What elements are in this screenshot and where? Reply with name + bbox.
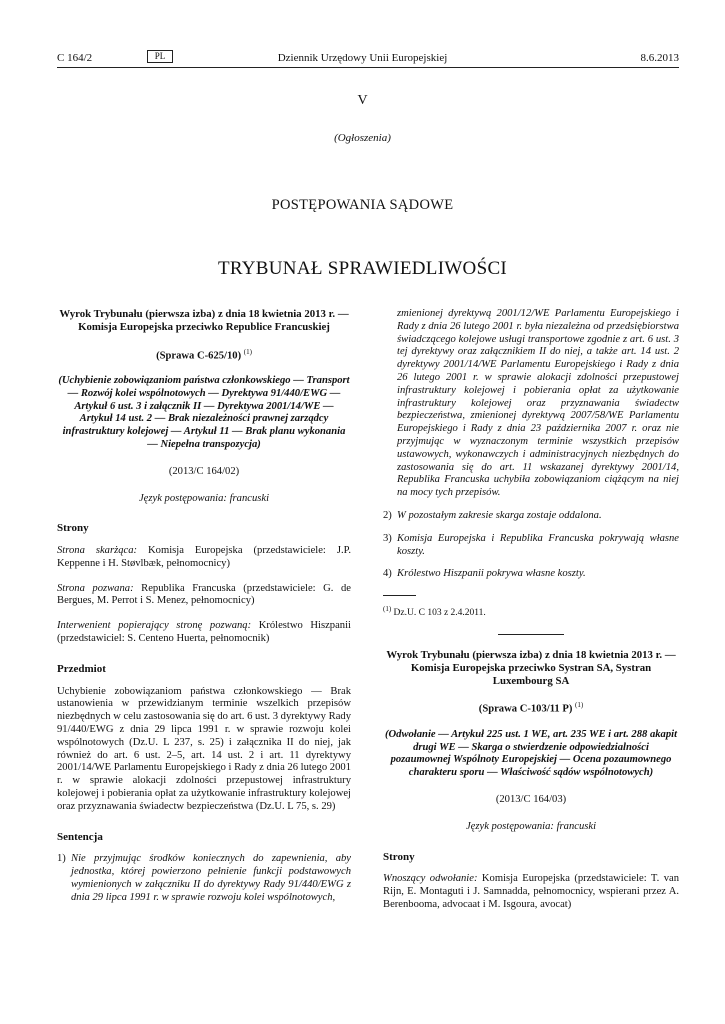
- case1-number-text: (Sprawa C-625/10): [156, 350, 242, 362]
- op1-text-part1: Nie przyjmując środków koniecznych do zapewnienia, aby jednostka, której powierzono pełnienie funkcji podstawowych wymienionych w załączniku II do dyrektywy Rady 91/440/EWG z dnia 29 lipca 1991 r. w sprawie rozwoju kolei wspólnotowych,: [71, 853, 351, 903]
- court-title: TRYBUNAŁ SPRAWIEDLIWOŚCI: [217, 258, 508, 279]
- journal-title: Dziennik Urzędowy Unii Europejskiej: [277, 52, 448, 64]
- case2-parties-heading: Strony: [383, 850, 415, 863]
- case2-title: Wyrok Trybunału (pierwsza izba) z dnia 18 kwietnia 2013 r. — Komisja Europejska przeciwko Systran SA, Systran Luxembourg SA: [386, 649, 676, 687]
- op4-text: Królestwo Hiszpanii pokrywa własne koszty.: [397, 568, 586, 580]
- header-rule: [57, 67, 679, 68]
- case1-footnote: [383, 603, 679, 620]
- op3-num: 3): [383, 532, 392, 544]
- op3-text: Komisja Europejska i Republika Francuska pokrywają własne koszty.: [397, 532, 679, 557]
- operative-item-4: [383, 568, 679, 581]
- op1-num: 1): [57, 853, 66, 865]
- case1-language: Język postępowania: francuski: [138, 492, 270, 504]
- journal-date: 8.6.2013: [640, 52, 679, 64]
- case1-footnote-ref[interactable]: (1): [243, 347, 252, 356]
- applicant-text: Komisja Europejska (przedstawiciele: J.P. Keppenne i H. Støvlbæk, pełnomocnicy): [57, 545, 351, 569]
- announcements-label: (Ogłoszenia): [334, 132, 391, 144]
- case1-subject: Uchybienie zobowiązaniom państwa członkowskiego — Brak ustanowienia w przewidzianym terminie wszelkich przepisów niezbędnych w celu zastosowania się do art. 6 ust. 3 dyrektywy Rady 91/440/EWG z dnia 29 lipca 1991 r. w sprawie rozwoju kolei wspólnotowych (Dz.U. L 237, s. 25) i załącznika II do niej, jak również do art. 6 ust. 2–5, art. 14 ust. 2 i art. 11 dyrektywy 2001/14/WE Parlamentu Europejskiego i Rady z dnia 26 lutego 2001 r. w sprawie alokacji zdolności przepustowej infrastruktury kolejowej i pobierania opłat za użytkowanie infrastruktury kolejowej oraz przyznawania świadectw bezpieczeństwa (Dz.U. L 75, s. 29): [57, 685, 351, 812]
- operative-item-3: [383, 533, 679, 559]
- footnote-text: Dz.U. C 103 z 2.4.2011.: [393, 608, 486, 619]
- intervener-text: Królestwo Hiszpanii (przedstawiciel: S. Centeno Huerta, pełnomocnik): [57, 620, 351, 645]
- intervener-label: Interwenient popierający stronę pozwaną:: [57, 620, 252, 632]
- operative-item-2: [383, 510, 679, 523]
- case1-title: Wyrok Trybunału (pierwsza izba) z dnia 18 kwietnia 2013 r. — Komisja Europejska przeciwko Republice Francuskiej: [59, 308, 349, 333]
- op2-num: 2): [383, 509, 392, 521]
- defendant-text: Republika Francuska (przedstawiciele: G. de Bergues, M. Perrot i S. Menez, pełnomocnicy): [57, 582, 351, 607]
- journal-ref: C 164/2: [57, 52, 93, 64]
- footnote-rule: [383, 595, 416, 596]
- appellant-text: Komisja Europejska (przedstawiciele: T. van Rijn, E. Montaguti i J. Samnadda, pełnomocnicy, wspierani przez A. Berenbooma, advocaat i M. Isgoura, avocat): [383, 873, 679, 910]
- case1-parties-heading: Strony: [57, 522, 89, 535]
- case1-oj-ref: (2013/C 164/02): [168, 465, 240, 477]
- case-separator: [498, 634, 564, 635]
- case1-defendant: [57, 583, 351, 609]
- case1-subject-line: (Uchybienie zobowiązaniom państwa członkowskiego — Transport — Rozwój kolei wspólnotowych — Dyrektywa 91/440/EWG — Artykuł 6 ust. 3 i załącznik II — Dyrektywa 2001/14/WE — Artykuł 14 ust. 2 — Brak niezależności prawnej zarządcy infrastruktury kolejowej — Artykuł 11 — Brak planu wykonania — Niepełna transpozycja): [58, 374, 350, 450]
- case2-number: [383, 699, 679, 716]
- case2-appellant: [383, 873, 679, 911]
- op1-text-part2: zmienionej dyrektywą 2001/12/WE Parlamentu Europejskiego i Rady z dnia 26 lutego 2001 r. była niezależna od przedsiębiorstwa świadczącego kolejowe usługi transportowe zgodnie z art. 6 ust. 3 tej dyrektywy oraz załącznikiem II do niej, a także art. 14 ust. 2 dyrektywy 2001/14/WE Parlamentu Europejskiego i Rady z dnia 26 lutego 2001 r. w sprawie alokacji zdolności przepustowej infrastruktury kolejowej i pobierania opłat za użytkowanie infrastruktury kolejowej oraz przyznawania świadectw bezpieczeństwa, zmienionej dyrektywą 2007/58/WE Parlamentu Europejskiego i Rady z dnia 23 października 2007 r. oraz nie przyjmując w wyznaczonym terminie wszystkich przepisów ustawowych, wykonawczych i administracyjnych niezbędnych do zastosowania się do art. 11 wskazanej dyrektywy 2001/14, Republika Francuska uchybiła zobowiązaniom ciążącym na niej na mocy tych przepisów.: [397, 308, 679, 499]
- footnote-marker: (1): [383, 605, 392, 614]
- part-number: V: [357, 93, 368, 108]
- case1-intervener: [57, 620, 351, 646]
- case2-subject-line: (Odwołanie — Artykuł 225 ust. 1 WE, art. 235 WE i art. 288 akapit drugi WE — Skarga o stwierdzenie odpowiedzialności pozaumownej Wspólnoty Europejskiej — Ocena pozaumownego charakteru sporu — Właściwość sądów wspólnotowych): [384, 728, 678, 779]
- op2-text: W pozostałym zakresie skarga zostaje oddalona.: [397, 509, 602, 521]
- applicant-label: Strona skarżąca:: [57, 545, 138, 557]
- case1-continued: [383, 308, 679, 912]
- op4-num: 4): [383, 568, 392, 580]
- language-badge: PL: [147, 50, 173, 63]
- case2-number-text: (Sprawa C-103/11 P): [478, 704, 573, 716]
- operative-item-1-start: [57, 853, 351, 904]
- appellant-label: Wnoszący odwołanie:: [383, 873, 478, 885]
- case2-oj-ref: (2013/C 164/03): [495, 794, 567, 805]
- section-title: POSTĘPOWANIA SĄDOWE: [271, 197, 454, 213]
- case2-footnote-ref[interactable]: (1): [575, 701, 584, 710]
- defendant-label: Strona pozwana:: [57, 582, 134, 594]
- case1-number: [57, 346, 351, 363]
- case1-applicant: [57, 545, 351, 571]
- case1-block: [57, 308, 351, 905]
- case2-language: Język postępowania: francuski: [465, 820, 597, 832]
- case1-operative-heading: Sentencja: [57, 830, 103, 843]
- case1-subject-heading: Przedmiot: [57, 662, 106, 675]
